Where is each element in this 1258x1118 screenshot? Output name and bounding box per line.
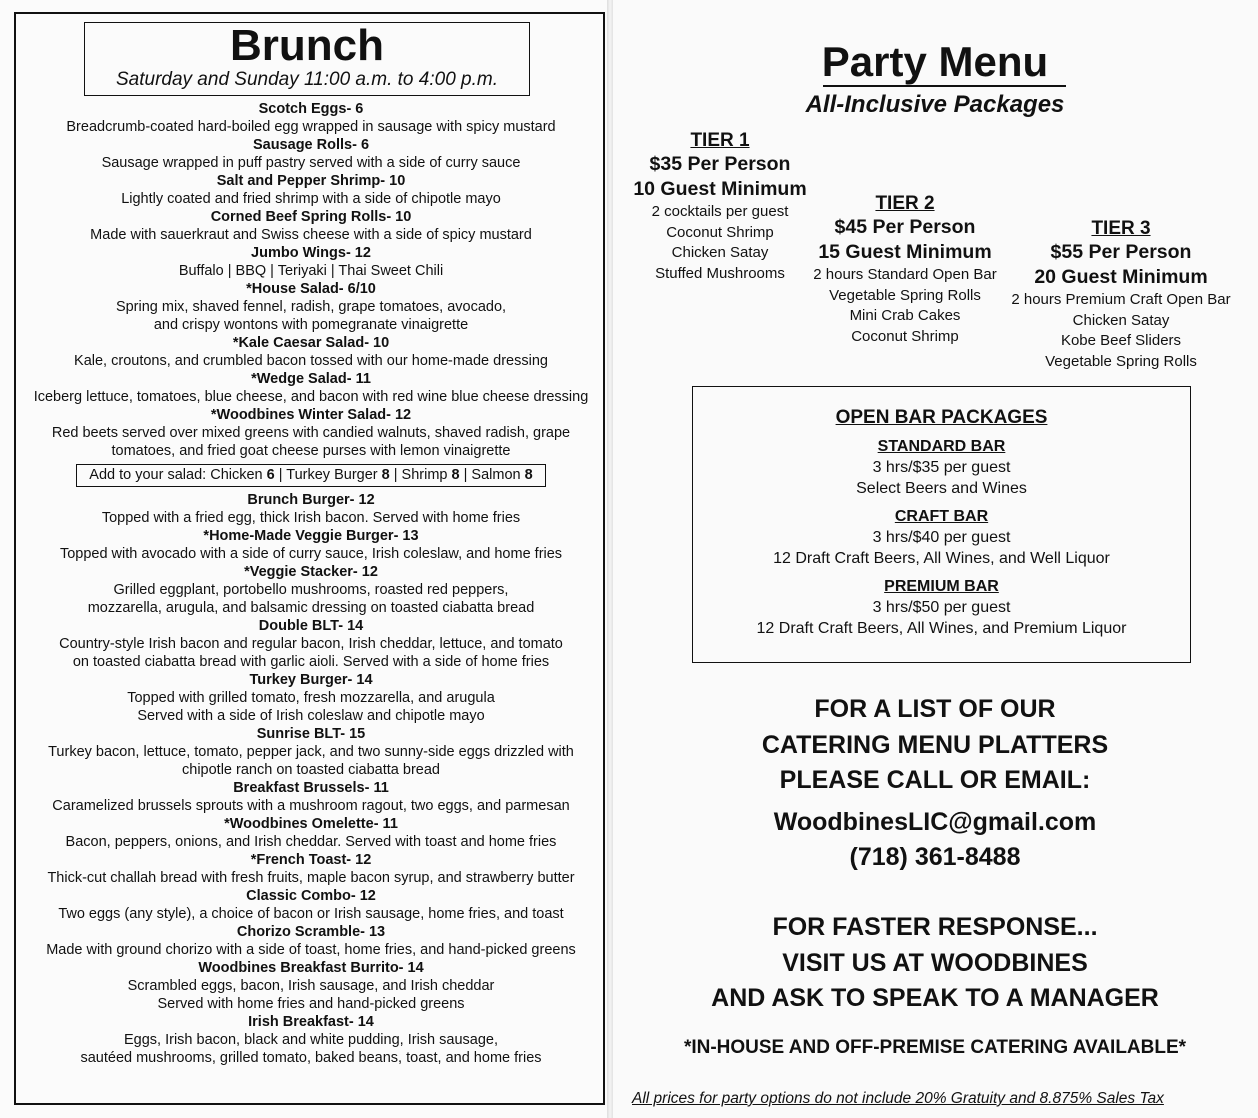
catering-email[interactable]: WoodbinesLIC@gmail.com (773, 807, 1097, 836)
menu-item-name: *Woodbines Winter Salad- 12 (210, 407, 412, 423)
menu-item-description: Two eggs (any style), a choice of bacon or Irish sausage, home fries, and toast (58, 906, 564, 922)
open-bar-list (693, 437, 1190, 639)
menu-item (18, 527, 604, 563)
brunch-menu-list (18, 100, 604, 1067)
menu-item-description: and crispy wontons with pomegranate vinaigrette (153, 317, 469, 333)
menu-item-description: Topped with grilled tomato, fresh mozzarella, and arugula (127, 690, 495, 706)
tier-include: 2 hours Standard Open Bar (813, 266, 997, 283)
tier-2 (806, 193, 1004, 347)
menu-item (18, 334, 604, 370)
menu-item-description: Served with home fries and hand-picked greens (157, 996, 465, 1012)
menu-item-name: Scotch Eggs- 6 (258, 101, 364, 117)
catering-availability: *IN-HOUSE AND OFF-PREMISE CATERING AVAILABLE* (683, 1037, 1187, 1058)
menu-item-description: on toasted ciabatta bread with garlic aioli. Served with a side of home fries (72, 654, 550, 670)
salad-addon-name: Chicken (210, 467, 263, 483)
menu-item-name: Sunrise BLT- 15 (256, 726, 366, 742)
open-bar-packages (692, 386, 1191, 663)
menu-item (18, 563, 604, 617)
bar-package-name: STANDARD BAR (877, 438, 1006, 455)
bar-package-price: 3 hrs/$40 per guest (872, 529, 1011, 546)
salad-addon-price: 8 (381, 467, 390, 483)
salad-addon-name: Turkey Burger (286, 467, 378, 483)
menu-item-name: Irish Breakfast- 14 (248, 1014, 374, 1030)
menu-item-description: Iceberg lettuce, tomatoes, blue cheese, and bacon with red wine blue cheese dressing (33, 389, 589, 405)
tier-3 (1002, 218, 1240, 372)
option-separator: | (274, 467, 287, 483)
option-separator: | (459, 467, 472, 483)
menu-item (18, 406, 604, 460)
menu-item-name: Jumbo Wings- 12 (251, 245, 371, 261)
menu-item (18, 100, 604, 136)
menu-item-name: Double BLT- 14 (258, 618, 364, 634)
menu-item-name: *Home-Made Veggie Burger- 13 (203, 528, 419, 544)
tier-include: 2 cocktails per guest (651, 203, 789, 220)
tier-name: TIER 2 (875, 193, 935, 214)
tier-include: 2 hours Premium Craft Open Bar (1011, 291, 1231, 308)
menu-item-name: Sausage Rolls- 6 (252, 137, 370, 153)
menu-item-description: chipotle ranch on toasted ciabatta bread (182, 762, 440, 778)
tier-price: $35 Per Person (649, 153, 791, 175)
menu-item-description: Sausage wrapped in puff pastry served with a side of curry sauce (101, 155, 521, 171)
menu-item-name: *French Toast- 12 (250, 852, 372, 868)
tier-1 (628, 130, 812, 284)
menu-item (18, 779, 604, 815)
bar-package-price: 3 hrs/$50 per guest (872, 599, 1011, 616)
tier-include: Stuffed Mushrooms (655, 264, 785, 282)
menu-item (18, 491, 604, 527)
menu-item-name: Salt and Pepper Shrimp- 10 (216, 173, 406, 189)
party-subtitle: All-Inclusive Packages (805, 91, 1065, 118)
menu-item-name: Breakfast Brussels- 11 (233, 780, 389, 796)
menu-item (18, 959, 604, 1013)
brunch-title: Brunch (230, 21, 384, 70)
menu-item-name: Classic Combo- 12 (246, 888, 376, 904)
menu-item-description: Buffalo | BBQ | Teriyaki | Thai Sweet Chili (178, 263, 444, 279)
menu-item-description: Breadcrumb-coated hard-boiled egg wrapped in sausage with spicy mustard (66, 119, 556, 135)
menu-item (18, 851, 604, 887)
menu-item-name: Corned Beef Spring Rolls- 10 (210, 209, 412, 225)
party-title-underline (823, 85, 1066, 87)
menu-item (18, 1013, 604, 1067)
salad-addon-price: 6 (266, 467, 275, 483)
menu-item-description: Kale, croutons, and crumbled bacon tossed with our home-made dressing (74, 353, 548, 369)
menu-item-description: sautéed mushrooms, grilled tomato, baked beans, toast, and home fries (80, 1050, 542, 1066)
menu-item (18, 671, 604, 725)
tier-minimum: 10 Guest Minimum (633, 178, 807, 200)
menu-item-description: Eggs, Irish bacon, black and white pudding, Irish sausage, (123, 1032, 498, 1048)
menu-item-name: *Veggie Stacker- 12 (244, 564, 378, 580)
menu-item-description: Country-style Irish bacon and regular bacon, Irish cheddar, lettuce, and tomato (59, 636, 563, 652)
menu-item-name: Woodbines Breakfast Burrito- 14 (198, 960, 424, 976)
bar-package-description: 12 Draft Craft Beers, All Wines, and Premium Liquor (756, 620, 1127, 637)
menu-item (18, 136, 604, 172)
bar-package-description: 12 Draft Craft Beers, All Wines, and Well Liquor (773, 550, 1110, 567)
menu-item-name: *House Salad- 6/10 (246, 281, 376, 297)
menu-item-description: Thick-cut challah bread with fresh fruits, maple bacon syrup, and strawberry butter (47, 870, 575, 886)
menu-item-name: *Kale Caesar Salad- 10 (232, 335, 390, 351)
faster-response (612, 910, 1258, 1017)
bar-package-name: PREMIUM BAR (884, 578, 999, 595)
menu-item (18, 923, 604, 959)
faster-line-2: VISIT US AT WOODBINES (782, 948, 1088, 977)
tier-include: Mini Crab Cakes (849, 307, 961, 324)
faster-line-1: FOR FASTER RESPONSE... (772, 913, 1098, 941)
bar-package-name: CRAFT BAR (894, 508, 989, 525)
catering-line-3: PLEASE CALL OR EMAIL: (779, 766, 1091, 794)
menu-item-description: Spring mix, shaved fennel, radish, grape tomatoes, avocado, (115, 299, 507, 315)
salad-addon-name: Shrimp (401, 467, 448, 483)
add-to-salad-row (18, 460, 604, 491)
bar-package-description: Select Beers and Wines (856, 480, 1027, 497)
menu-item-name: Chorizo Scramble- 13 (236, 924, 386, 940)
option-separator: | (389, 467, 402, 483)
menu-item (18, 887, 604, 923)
menu-item-description: Grilled eggplant, portobello mushrooms, roasted red peppers, (113, 582, 509, 598)
menu-item (18, 172, 604, 208)
menu-item-description: Topped with a fried egg, thick Irish bacon. Served with home fries (101, 510, 521, 526)
menu-item-description: Turkey bacon, lettuce, tomato, pepper jack, and two sunny-side eggs drizzled with (48, 744, 574, 760)
menu-item-description: tomatoes, and fried goat cheese purses with lemon vinaigrette (111, 443, 511, 459)
tier-include: Chicken Satay (1072, 311, 1170, 329)
tier-minimum: 20 Guest Minimum (1034, 266, 1208, 288)
menu-item (18, 815, 604, 851)
party-title: Party Menu (821, 38, 1049, 85)
menu-item (18, 208, 604, 244)
menu-item-description: mozzarella, arugula, and balsamic dressing on toasted ciabatta bread (87, 600, 535, 616)
tier-price: $55 Per Person (1050, 241, 1192, 263)
add-to-salad-label: Add to your salad: (89, 467, 207, 483)
menu-item-description: Lightly coated and fried shrimp with a side of chipotle mayo (121, 191, 501, 207)
menu-item (18, 244, 604, 280)
tax-note: All prices for party options do not include 20% Gratuity and 8.875% Sales Tax (632, 1090, 1164, 1107)
menu-item-description: Topped with avocado with a side of curry sauce, Irish coleslaw, and home fries (59, 546, 563, 562)
salad-addon-name: Salmon (471, 467, 521, 483)
menu-item-name: *Wedge Salad- 11 (251, 371, 371, 387)
tier-include: Coconut Shrimp (666, 223, 774, 241)
tier-include: Coconut Shrimp (851, 327, 959, 345)
brunch-title-box (84, 22, 530, 96)
menu-item-description: Bacon, peppers, onions, and Irish cheddar. Served with toast and home fries (65, 834, 557, 850)
menu-item-name: Brunch Burger- 12 (247, 492, 375, 508)
tier-minimum: 15 Guest Minimum (818, 241, 992, 263)
tier-include: Chicken Satay (671, 244, 769, 261)
tier-include: Kobe Beef Sliders (1060, 332, 1182, 349)
menu-item (18, 280, 604, 334)
menu-item (18, 370, 604, 406)
salad-addon-price: 8 (451, 467, 460, 483)
menu-item-name: Turkey Burger- 14 (249, 672, 373, 688)
tier-name: TIER 3 (1091, 218, 1151, 239)
bar-package-price: 3 hrs/$35 per guest (872, 459, 1011, 476)
catering-phone[interactable]: (718) 361-8488 (849, 843, 1021, 871)
catering-line-1: FOR A LIST OF OUR (814, 695, 1056, 723)
menu-item (18, 617, 604, 671)
catering-contact (612, 692, 1258, 876)
open-bar-heading: OPEN BAR PACKAGES (835, 407, 1048, 428)
menu-item-description: Made with ground chorizo with a side of toast, home fries, and hand-picked greens (46, 942, 576, 958)
brunch-hours: Saturday and Sunday 11:00 a.m. to 4:00 p.m. (115, 69, 498, 90)
menu-item (18, 725, 604, 779)
tier-name: TIER 1 (690, 130, 750, 151)
tier-include: Vegetable Spring Rolls (829, 286, 981, 304)
add-to-salad-box (76, 464, 545, 487)
menu-item-description: Scrambled eggs, bacon, Irish sausage, and Irish cheddar (127, 978, 495, 994)
menu-item-description: Red beets served over mixed greens with candied walnuts, shaved radish, grape (51, 425, 571, 441)
menu-item-description: Caramelized brussels sprouts with a mushroom ragout, two eggs, and parmesan (52, 798, 570, 814)
catering-line-2: CATERING MENU PLATTERS (761, 730, 1109, 759)
salad-addon-price: 8 (524, 467, 533, 483)
tier-include: Vegetable Spring Rolls (1045, 352, 1197, 370)
menu-item-description: Made with sauerkraut and Swiss cheese with a side of spicy mustard (90, 227, 532, 243)
menu-item-name: *Woodbines Omelette- 11 (224, 816, 398, 832)
menu-item-description: Served with a side of Irish coleslaw and chipotle mayo (137, 708, 485, 724)
faster-line-3: AND ASK TO SPEAK TO A MANAGER (711, 984, 1159, 1012)
tier-price: $45 Per Person (834, 216, 976, 238)
